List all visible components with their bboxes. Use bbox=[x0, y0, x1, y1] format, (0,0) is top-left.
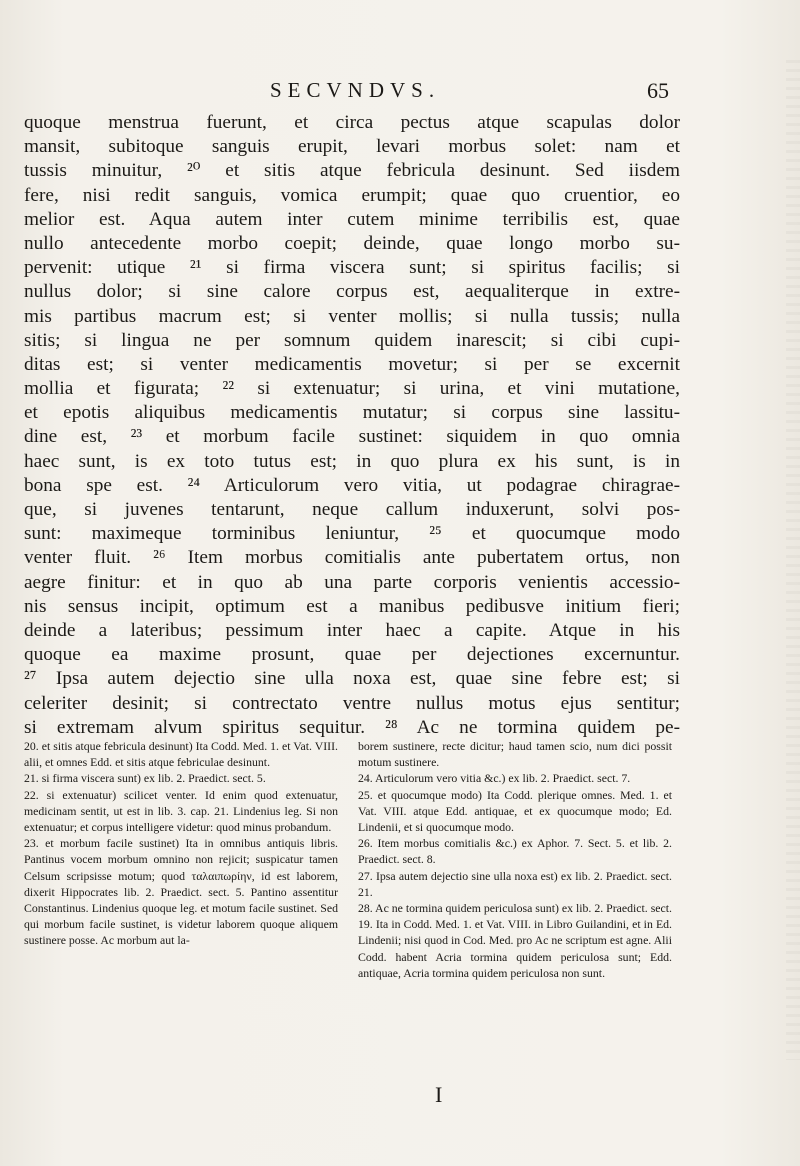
page-edge-shadow bbox=[786, 60, 800, 1060]
page-number: 65 bbox=[647, 78, 669, 103]
running-title: SECVNDVS. bbox=[270, 78, 441, 102]
main-text-line: que, si juvenes tentarunt, neque callum induxerunt, solvi pos- bbox=[24, 499, 680, 520]
main-text-line: si extremam alvum spiritus sequitur. ²⁸ Ac ne tormina quidem pe- bbox=[24, 716, 680, 738]
main-text-line: nullo antecedente morbo coepit; deinde, quae longo morbo su- bbox=[24, 232, 680, 254]
footnote: 20. et sitis atque febricula desinunt) Ita Codd. Med. 1. et Vat. VIII. alii, et omnes Edd. et sitis atque febriculae desinunt. bbox=[24, 739, 338, 770]
footnote: 27. Ipsa autem dejectio sine ulla noxa est) ex lib. 2. Praedict. sect. 21. bbox=[358, 868, 672, 899]
main-text-line: mansit, subitoque sanguis erupit, levari morbus solet: nam et bbox=[24, 136, 680, 158]
main-text-line: dine est, ²³ et morbum facile sustinet: siquidem in quo omnia bbox=[24, 426, 680, 448]
footnotes-right-column bbox=[358, 738, 672, 981]
main-text-line: melior est. Aqua autem inter cutem minime terribilis est, quae bbox=[24, 208, 680, 230]
footnote: 28. Ac ne tormina quidem periculosa sunt) ex lib. 2. Praedict. sect. 19. Ita in Codd. Med. 1. et Vat. VIII. in Libro Guilandini, et in Ed. Lindenii; nisi quod in Cod. Med. pro Ac ne scriptum est agne. Alii Codd. habent Acria tormina quidem periculosa sunt; Edd. antiquae, Acria tormina quidem periculosa non sunt. bbox=[358, 901, 672, 980]
main-text-line: ditas est; si venter medicamentis movetur; si per se excernit bbox=[24, 353, 680, 375]
footnote: 25. et quocumque modo) Ita Codd. plerique omnes. Med. 1. et Vat. VIII. atque Edd. antiquae, et ex quocumque modo; Ed. Lindenii, et si quocumque modo. bbox=[358, 787, 672, 835]
signature-mark: I bbox=[435, 1082, 443, 1107]
footnote: 22. si extenuatur) scilicet venter. Id enim quod extenuatur, medicinam sentit, ut est in lib. 3. cap. 21. Lindenius leg. Si non extenuatur; et corpus intelligere videtur: quod minus probandum. bbox=[24, 787, 338, 835]
main-text-line: quoque menstrua fuerunt, et circa pectus atque scapulas dolor bbox=[24, 112, 680, 133]
main-text-line: sunt: maximeque torminibus leniuntur, ²⁵ et quocumque modo bbox=[24, 523, 680, 545]
page-header bbox=[0, 78, 800, 108]
main-text-line: sitis; si lingua ne per somnum quidem inarescit; si cibi cupi- bbox=[24, 329, 680, 351]
main-text-line: deinde a lateribus; pessimum inter haec a capite. Atque in his bbox=[24, 619, 680, 641]
main-text-line: mis partibus macrum est; si venter mollis; si nulla tussis; nulla bbox=[24, 305, 680, 327]
main-text-line: et epotis aliquibus medicamentis mutatur; si corpus sine lassitu- bbox=[24, 402, 680, 424]
footnote: 21. si firma viscera sunt) ex lib. 2. Praedict. sect. 5. bbox=[24, 771, 266, 786]
footnote: 23. et morbum facile sustinet) Ita in omnibus antiquis libris. Pantinus vocem morbum omnino non rejicit; suspicatur tamen Celsum scripsisse motum; quod ταλαιπωρίην, id est laborem, dixerit Hippocrates lib. 2. Praedict. sect. 5. Pantino assentitur Constantinus. Lindenius quoque leg. et motum facile sustinet. Sed qui morbum facile sustinet, is videtur laborem quoque aliquem sustinere posse. Ac morbum aut la- bbox=[24, 836, 338, 948]
main-text-line: celeriter desinit; si contrectato ventre nullus motus ejus sentitur; bbox=[24, 692, 680, 714]
main-text-block bbox=[24, 111, 680, 740]
footnotes-left-column bbox=[24, 738, 338, 949]
main-text-line: mollia et figurata; ²² si extenuatur; si urina, et vini mutatione, bbox=[24, 378, 680, 400]
main-text-line: fere, nisi redit sanguis, vomica erumpit; quae quo cruentior, eo bbox=[24, 184, 680, 206]
main-text-line: aegre finitur: et in quo ab una parte corporis venientis accessio- bbox=[24, 571, 680, 593]
main-text-line: haec sunt, is ex toto tutus est; in quo plura ex his sunt, is in bbox=[24, 450, 680, 472]
main-text-line: venter fluit. ²⁶ Item morbus comitialis ante pubertatem ortus, non bbox=[24, 547, 680, 569]
main-text-line: ²⁷ Ipsa autem dejectio sine ulla noxa est, quae sine febre est; si bbox=[24, 668, 680, 690]
main-text-line: quoque ea maxime prosunt, quae per dejectiones excernuntur. bbox=[24, 644, 680, 666]
main-text-line: nullus dolor; si sine calore corpus est, aequaliterque in extre- bbox=[24, 281, 680, 303]
main-text-line: bona spe est. ²⁴ Articulorum vero vitia, ut podagrae chiragrae- bbox=[24, 474, 680, 496]
footnote: 26. Item morbus comitialis &c.) ex Aphor. 7. Sect. 5. et lib. 2. Praedict. sect. 8. bbox=[358, 836, 672, 867]
main-text-line: nis sensus incipit, optimum est a manibus pedibusve initium fieri; bbox=[24, 595, 680, 617]
footnotes bbox=[24, 738, 684, 1118]
main-text-line: tussis minuitur, ²⁰ et sitis atque febricula desinunt. Sed iisdem bbox=[24, 160, 680, 182]
footnote: 24. Articulorum vero vitia &c.) ex lib. 2. Praedict. sect. 7. bbox=[358, 771, 631, 786]
main-text-line: pervenit: utique ²¹ si firma viscera sunt; si spiritus facilis; si bbox=[24, 257, 680, 279]
footnote: borem sustinere, recte dicitur; haud tamen scio, num dici possit motum sustinere. bbox=[358, 739, 672, 770]
